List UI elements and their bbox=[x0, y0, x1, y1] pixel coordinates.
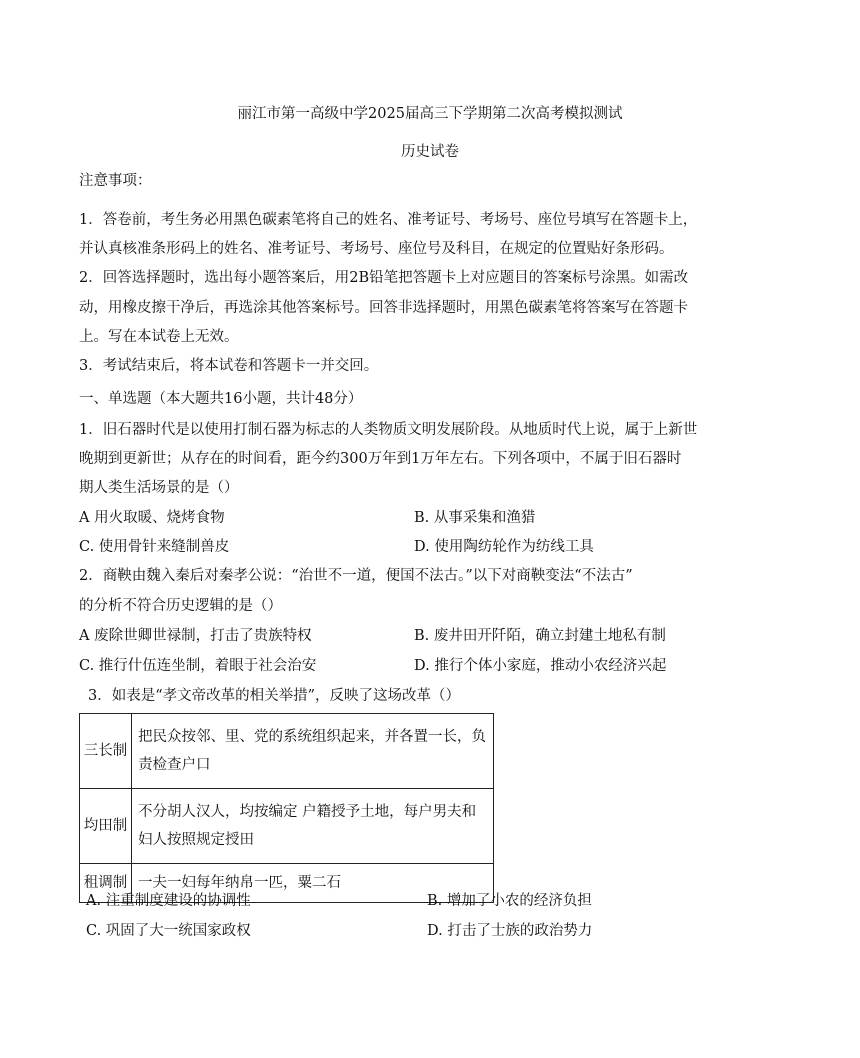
question-2-stem: 的分析不符合历史逻辑的是（） bbox=[79, 598, 282, 614]
table-row bbox=[80, 714, 494, 789]
notes-line: 1．答卷前，考生务必用黑色碳素笔将自己的姓名、准考证号、考场号、座位号填写在答题卡上， bbox=[79, 212, 698, 228]
question-2-option-a: A 废除世卿世禄制，打击了贵族特权 bbox=[79, 628, 312, 644]
question-1-option-d: D. 使用陶纺轮作为纺线工具 bbox=[414, 539, 594, 555]
question-1-option-a: A 用火取暖、烧烤食物 bbox=[79, 510, 225, 526]
notes-line: 并认真核准条形码上的姓名、准考证号、考场号、座位号及科目，在规定的位置贴好条形码。 bbox=[79, 241, 674, 257]
notes-line: 动，用橡皮擦干净后，再选涂其他答案标号。回答非选择题时，用黑色碳素笔将答案写在答题卡 bbox=[79, 300, 688, 316]
question-2-option-d: D. 推行个体小家庭，推动小农经济兴起 bbox=[414, 658, 667, 674]
question-3-option-d: D. 打击了士族的政治势力 bbox=[427, 923, 593, 939]
question-1-stem: 期人类生活场景的是（） bbox=[79, 480, 239, 496]
table-cell-head: 三长制 bbox=[80, 714, 132, 789]
notes-heading: 注意事项： bbox=[79, 173, 152, 189]
question-1-stem: 晚期到更新世；从存在的时间看，距今约300万年到1万年左右。下列各项中，不属于旧石器时 bbox=[79, 451, 682, 467]
question-2-option-c: C. 推行什伍连坐制，着眼于社会治安 bbox=[79, 658, 317, 674]
exam-title: 丽江市第一高级中学2025届高三下学期第二次高考模拟测试 bbox=[237, 106, 623, 122]
question-1-stem: 1．旧石器时代是以使用打制石器为标志的人类物质文明发展阶段。从地质时代上说，属于上新世 bbox=[79, 422, 698, 438]
table-row bbox=[80, 789, 494, 864]
question-2-option-b: B. 废井田开阡陌，确立封建土地私有制 bbox=[414, 628, 666, 644]
table-cell-body: 把民众按邻、里、党的系统组织起来，并各置一长，负责检查户口 bbox=[132, 714, 494, 789]
notes-line: 2．回答选择题时，选出每小题答案后，用2B铅笔把答题卡上对应题目的答案标号涂黑。如需改 bbox=[79, 270, 689, 286]
question-3-option-b: B. 增加了小农的经济负担 bbox=[427, 893, 592, 909]
notes-line: 3．考试结束后，将本试卷和答题卡一并交回。 bbox=[79, 358, 379, 374]
question-3-option-c: C. 巩固了大一统国家政权 bbox=[86, 923, 251, 939]
section-heading: 一、单选题（本大题共16小题，共计48分） bbox=[79, 391, 363, 407]
question-1-option-c: C. 使用骨针来缝制兽皮 bbox=[79, 539, 230, 555]
table-cell-body: 一夫一妇每年纳帛一匹，粟二石 bbox=[132, 864, 494, 903]
question-3-stem: 3．如表是“孝文帝改革的相关举措”，反映了这场改革（） bbox=[88, 688, 461, 704]
table-cell-head: 租调制 bbox=[80, 864, 132, 903]
exam-subtitle: 历史试卷 bbox=[401, 144, 459, 160]
reform-measures-table bbox=[79, 713, 494, 903]
question-1-option-b: B. 从事采集和渔猎 bbox=[414, 510, 536, 526]
question-3-option-a: A. 注重制度建设的协调性 bbox=[86, 893, 251, 909]
question-2-stem: 2．商鞅由魏入秦后对秦孝公说：“治世不一道，便国不法古。”以下对商鞅变法“不法古” bbox=[79, 568, 633, 584]
notes-line: 上。写在本试卷上无效。 bbox=[79, 329, 239, 345]
table-cell-body: 不分胡人汉人，均按编定 户籍授予土地，每户男夫和妇人按照规定授田 bbox=[132, 789, 494, 864]
table-cell-head: 均田制 bbox=[80, 789, 132, 864]
